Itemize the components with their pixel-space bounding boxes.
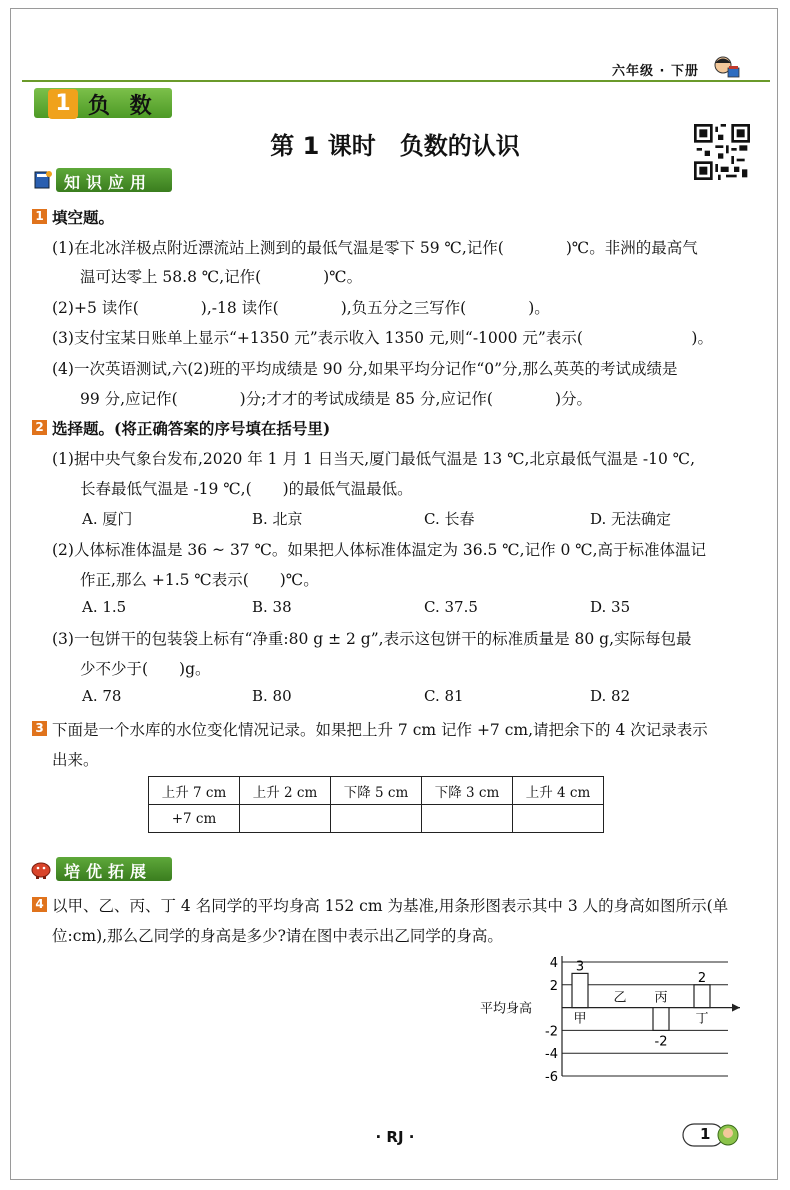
q2-sub2-option-c: C. 37.5 xyxy=(424,598,478,616)
section-extend-title: 培优拓展 xyxy=(64,862,153,881)
qr-code-icon xyxy=(694,124,750,180)
question-number-2: 2 xyxy=(32,420,47,435)
chart-y-tick-label: 2 xyxy=(549,978,558,994)
table-header-cell: 下降 3 cm xyxy=(422,777,513,805)
unit-title: 负 数 xyxy=(88,94,158,119)
chart-baseline-arrow xyxy=(732,1004,740,1012)
question-number-3: 3 xyxy=(32,721,47,736)
table-header-cell: 下降 5 cm xyxy=(331,777,422,805)
page-number-badge xyxy=(682,1122,740,1148)
book-icon xyxy=(32,168,54,190)
table-header-row xyxy=(149,777,604,805)
q2-sub1-line-b: 长春最低气温是 -19 ℃,( )的最低气温最低。 xyxy=(80,480,413,498)
unit-number: 1 xyxy=(48,89,78,119)
page-number: 1 xyxy=(700,1125,711,1143)
chart-y-tick-label: -2 xyxy=(545,1024,558,1040)
q1-line-1b: 温可达零上 58.8 ℃,记作( )℃。 xyxy=(80,268,363,286)
chart-bar-3 xyxy=(653,1008,669,1031)
q1-line-4a: (4)一次英语测试,六(2)班的平均成绩是 90 分,如果平均分记作“0”分,那么英英的考试成绩是 xyxy=(52,360,678,378)
q2-sub2-option-b: B. 38 xyxy=(252,598,292,616)
chart-data-label: 2 xyxy=(697,970,707,986)
section-apply-title: 知识应用 xyxy=(64,173,153,192)
header-rule xyxy=(22,80,770,82)
grade-label: 六年级 · 下册 xyxy=(612,64,699,79)
chart-bar-4 xyxy=(694,985,710,1008)
water-level-table xyxy=(148,776,604,833)
q2-sub3-option-c: C. 81 xyxy=(424,687,464,705)
table-header-cell: 上升 2 cm xyxy=(240,777,331,805)
table-answer-cell[interactable] xyxy=(331,805,422,833)
piggy-mascot-icon xyxy=(30,858,52,880)
q2-sub1-option-c: C. 长春 xyxy=(424,510,475,528)
q2-sub1-option-a: A. 厦门 xyxy=(82,510,133,528)
chart-category-label: 甲 xyxy=(573,1011,587,1027)
table-answer-cell[interactable] xyxy=(513,805,604,833)
q2-title: 选择题。(将正确答案的序号填在括号里) xyxy=(52,419,331,438)
table-answer-cell[interactable] xyxy=(422,805,513,833)
q2-sub2-option-d: D. 35 xyxy=(590,598,631,616)
table-answer-cell[interactable] xyxy=(240,805,331,833)
q1-title: 填空题。 xyxy=(52,208,115,227)
q2-sub2-line-a: (2)人体标准体温是 36 ~ 37 ℃。如果把人体标准体温定为 36.5 ℃,记作 0 ℃,高于标准体温记 xyxy=(52,541,707,559)
q2-sub3-line-a: (3)一包饼干的包装袋上标有“净重:80 g ± 2 g”,表示这包饼干的标准质量是 80 g,实际每包最 xyxy=(52,630,692,648)
chart-baseline-label: 平均身高 xyxy=(480,1001,533,1017)
q4-line-2: 位:cm),那么乙同学的身高是多少?请在图中表示出乙同学的身高。 xyxy=(52,927,503,945)
edition-mark: · RJ · xyxy=(375,1128,415,1146)
student-mascot-icon xyxy=(712,54,740,80)
q1-line-3: (3)支付宝某日账单上显示“+1350 元”表示收入 1350 元,则“-1000 元”表示( )。 xyxy=(52,329,713,347)
q2-sub1-line-a: (1)据中央气象台发布,2020 年 1 月 1 日当天,厦门最低气温是 13 ℃,北京最低气温是 -10 ℃, xyxy=(52,450,696,468)
q1-line-1a: (1)在北冰洋极点附近漂流站上测到的最低气温是零下 59 ℃,记作( )℃。非洲的最高气 xyxy=(52,239,698,257)
chart-data-label: -2 xyxy=(654,1034,668,1050)
chart-category-label: 丁 xyxy=(695,1011,709,1027)
q1-line-2: (2)+5 读作( ),-18 读作( ),负五分之三写作( )。 xyxy=(52,299,550,317)
q2-sub3-option-d: D. 82 xyxy=(590,687,631,705)
chart-category-label: 丙 xyxy=(654,990,668,1006)
q1-line-4b: 99 分,应记作( )分;才才的考试成绩是 85 分,应记作( )分。 xyxy=(80,390,592,408)
question-number-1: 1 xyxy=(32,209,47,224)
q2-sub3-line-b: 少不少于( )g。 xyxy=(80,660,211,678)
q2-sub3-option-b: B. 80 xyxy=(252,687,292,705)
q2-sub1-option-b: B. 北京 xyxy=(252,510,303,528)
question-number-4: 4 xyxy=(32,897,47,912)
q3-line-2: 出来。 xyxy=(52,751,99,769)
chart-y-tick-label: -4 xyxy=(545,1047,558,1063)
table-answer-row xyxy=(149,805,604,833)
height-bar-chart xyxy=(470,950,750,1090)
q2-sub1-option-d: D. 无法确定 xyxy=(590,510,672,528)
table-answer-cell: +7 cm xyxy=(149,805,240,833)
chart-data-label: 3 xyxy=(575,959,585,975)
table-header-cell: 上升 7 cm xyxy=(149,777,240,805)
q2-sub2-option-a: A. 1.5 xyxy=(82,598,127,616)
q3-line-1: 下面是一个水库的水位变化情况记录。如果把上升 7 cm 记作 +7 cm,请把余下的 4 次记录表示 xyxy=(52,721,708,739)
q2-sub2-line-b: 作正,那么 +1.5 ℃表示( )℃。 xyxy=(80,571,319,589)
chart-y-tick-label: -6 xyxy=(545,1070,558,1085)
q4-line-1: 以甲、乙、丙、丁 4 名同学的平均身高 152 cm 为基准,用条形图表示其中 3 人的身高如图所示(单 xyxy=(52,897,729,915)
table-header-cell: 上升 4 cm xyxy=(513,777,604,805)
lesson-title: 第 1 课时 负数的认识 xyxy=(270,132,520,160)
chart-bar-1 xyxy=(572,973,588,1007)
chart-y-tick-label: 4 xyxy=(549,956,558,971)
q2-sub3-option-a: A. 78 xyxy=(82,687,122,705)
chart-category-label: 乙 xyxy=(613,990,627,1006)
